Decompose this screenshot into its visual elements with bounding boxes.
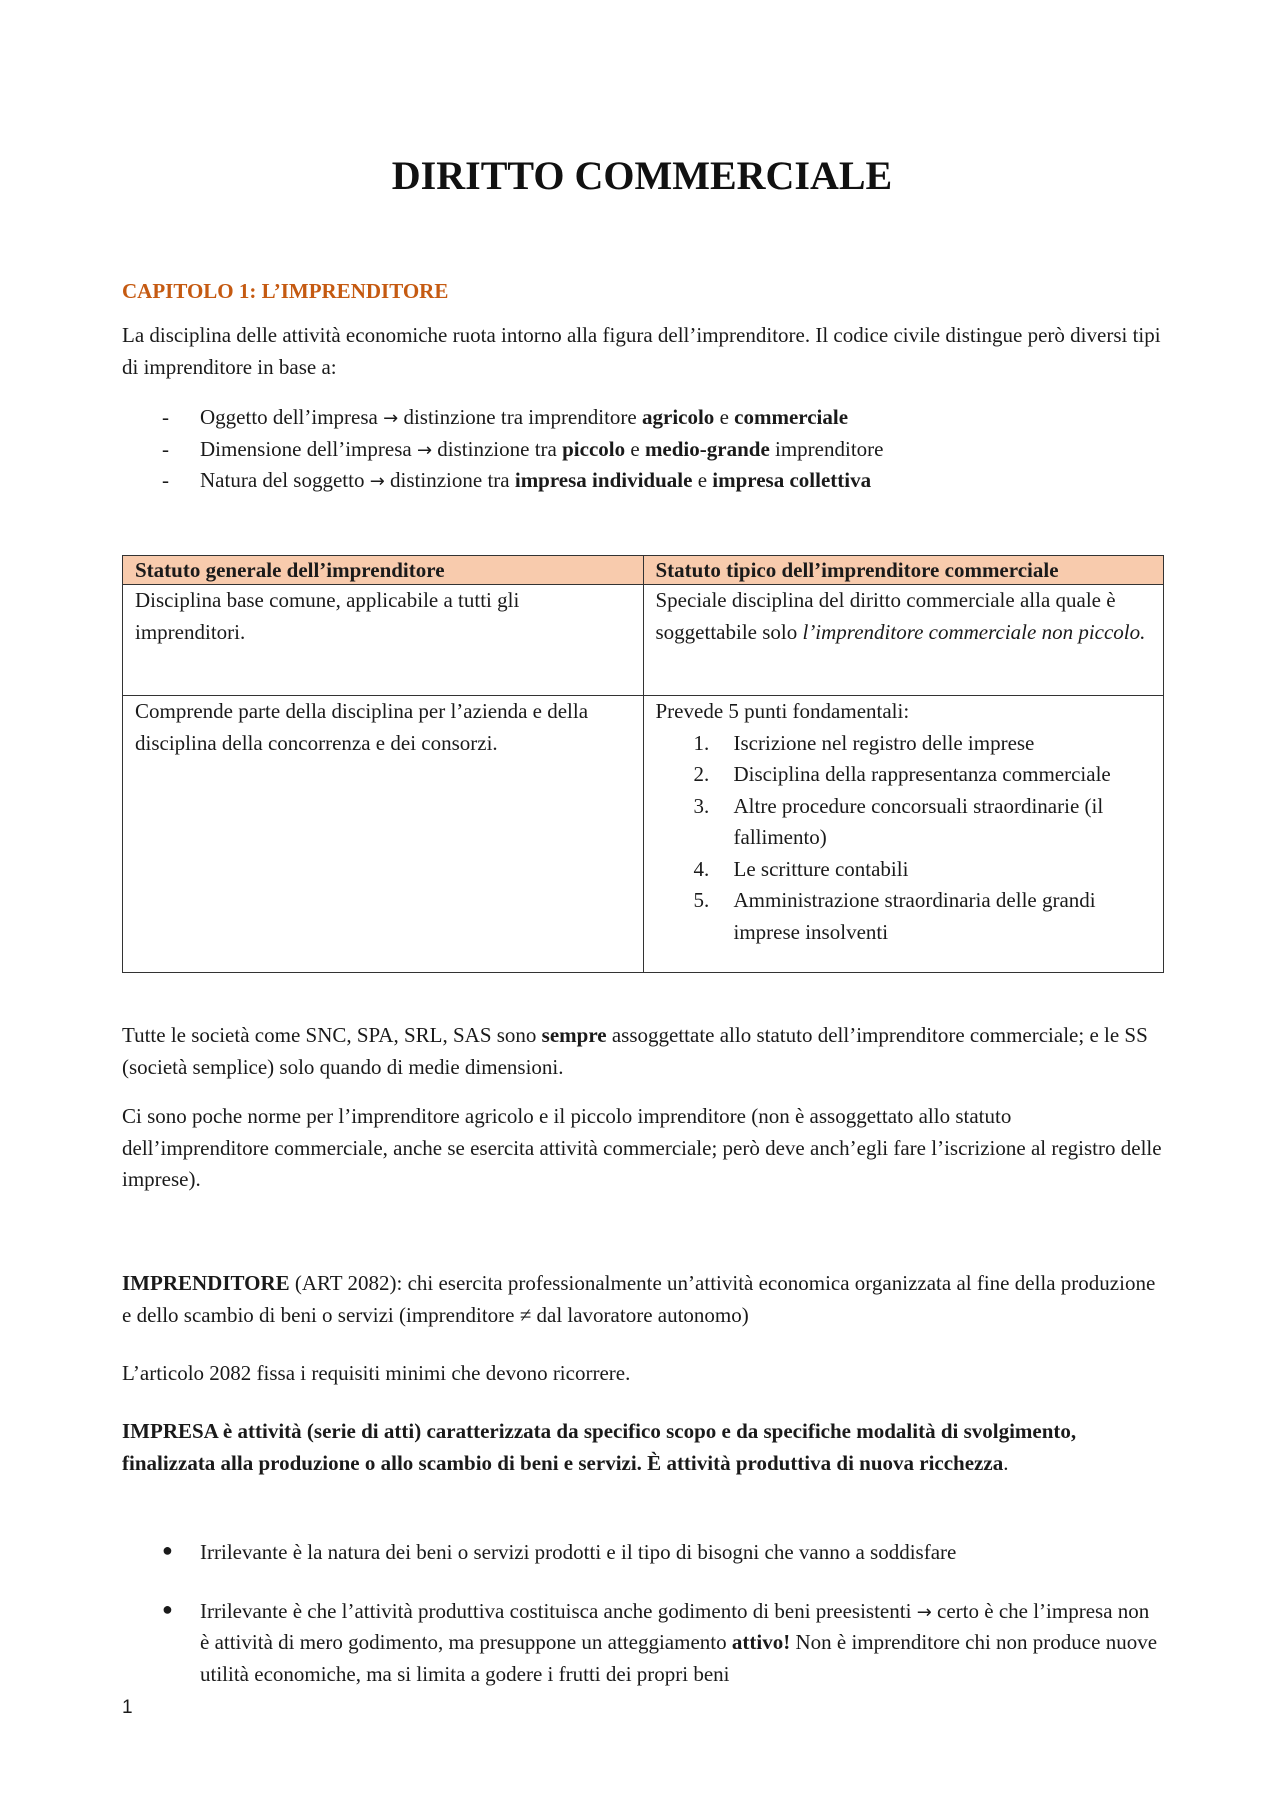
points-list — [656, 728, 1154, 949]
norme-paragraph: Ci sono poche norme per l’imprenditore agricolo e il piccolo imprenditore (non è assoggettato allo statuto dell’imprenditore commerciale, anche se esercita attività commerciale; però deve anch’egli fare l’iscrizione al registro delle imprese). — [122, 1104, 1162, 1191]
arrow-right-icon: → — [416, 439, 433, 461]
table-row — [123, 696, 1164, 973]
chapter-heading: CAPITOLO 1: L’IMPRENDITORE — [122, 279, 449, 303]
table-row — [123, 585, 1164, 696]
bullet-icon: ● — [162, 1598, 173, 1619]
societa-paragraph: Tutte le società come SNC, SPA, SRL, SAS sono sempre assoggettate allo statuto dell’imprenditore commerciale; e le SS (società semplice) solo quando di medie dimensioni. — [122, 1023, 1148, 1079]
list-item: 4. Le scritture contabili — [693, 856, 909, 881]
list-item: 3. Altre procedure concorsuali straordinarie (il fallimento) — [693, 793, 1104, 850]
table-cell — [643, 696, 1164, 973]
document-title: DIRITTO COMMERCIALE — [391, 153, 893, 198]
irrilevante-list — [122, 1537, 1162, 1690]
bullet-icon: ● — [162, 1540, 173, 1560]
dash-marker: - — [162, 436, 169, 461]
table-cell: Comprende parte della disciplina per l’azienda e della disciplina della concorrenza e dei consorzi. — [123, 696, 644, 973]
page-number: 1 — [122, 1697, 133, 1718]
impresa-definition: IMPRESA è attività (serie di atti) caratterizzata da specifico scopo e da specifiche modalità di svolgimento, finalizzata alla produzione o allo scambio di beni e servizi. È attività produttiva di nuova ricchezza. — [122, 1419, 1077, 1475]
list-item: 2. Disciplina della rappresentanza commerciale — [693, 762, 1111, 787]
list-item: 5. Amministrazione straordinaria delle grandi imprese insolventi — [693, 888, 1096, 944]
criteria-list — [122, 402, 1162, 497]
table-header-commercial: Statuto tipico dell’imprenditore commerciale — [643, 556, 1164, 585]
statuto-table — [122, 555, 1164, 973]
articolo-paragraph: L’articolo 2082 fissa i requisiti minimi che devono ricorrere. — [122, 1361, 631, 1385]
arrow-right-icon: → — [916, 1601, 932, 1623]
arrow-right-icon: → — [369, 471, 385, 492]
points-intro: Prevede 5 punti fondamentali: — [655, 699, 910, 724]
list-item: 1. Iscrizione nel registro delle imprese — [693, 730, 1035, 755]
list-item: ● Irrilevante è la natura dei beni o servizi prodotti e il tipo di bisogni che vanno a soddisfare — [122, 1537, 1162, 1569]
arrow-right-icon: → — [383, 408, 399, 429]
list-item: - Dimensione dell’impresa → distinzione tra piccolo e medio-grande imprenditore — [122, 434, 1162, 466]
list-item: - Natura del soggetto → distinzione tra impresa individuale e impresa collettiva — [122, 465, 1162, 497]
imprenditore-definition: IMPRENDITORE (ART 2082): chi esercita professionalmente un’attività economica organizzata al fine della produzione e dello scambio di beni o servizi (imprenditore ≠ dal lavoratore autonomo) — [122, 1271, 1156, 1327]
dash-marker: - — [162, 405, 169, 429]
table-cell: Disciplina base comune, applicabile a tutti gli imprenditori. — [123, 585, 644, 696]
list-item: ● Irrilevante è che l’attività produttiva costituisca anche godimento di beni preesistenti → certo è che l’impresa non è attività di mero godimento, ma presuppone un atteggiamento attivo! Non è imprenditore chi non produce nuove utilità economiche, ma si limita a godere i frutti dei propri beni — [122, 1596, 1162, 1691]
table-cell: Speciale disciplina del diritto commerciale alla quale è soggettabile solo l’imprenditore commerciale non piccolo. — [643, 585, 1164, 696]
intro-paragraph: La disciplina delle attività economiche ruota intorno alla figura dell’imprenditore. Il codice civile distingue però diversi tipi di imprenditore in base a: — [122, 323, 1161, 379]
dash-marker: - — [162, 468, 169, 492]
list-item: - Oggetto dell’impresa → distinzione tra imprenditore agricolo e commerciale — [122, 402, 1162, 434]
table-header-general: Statuto generale dell’imprenditore — [123, 556, 644, 585]
table-header-row — [123, 556, 1164, 585]
